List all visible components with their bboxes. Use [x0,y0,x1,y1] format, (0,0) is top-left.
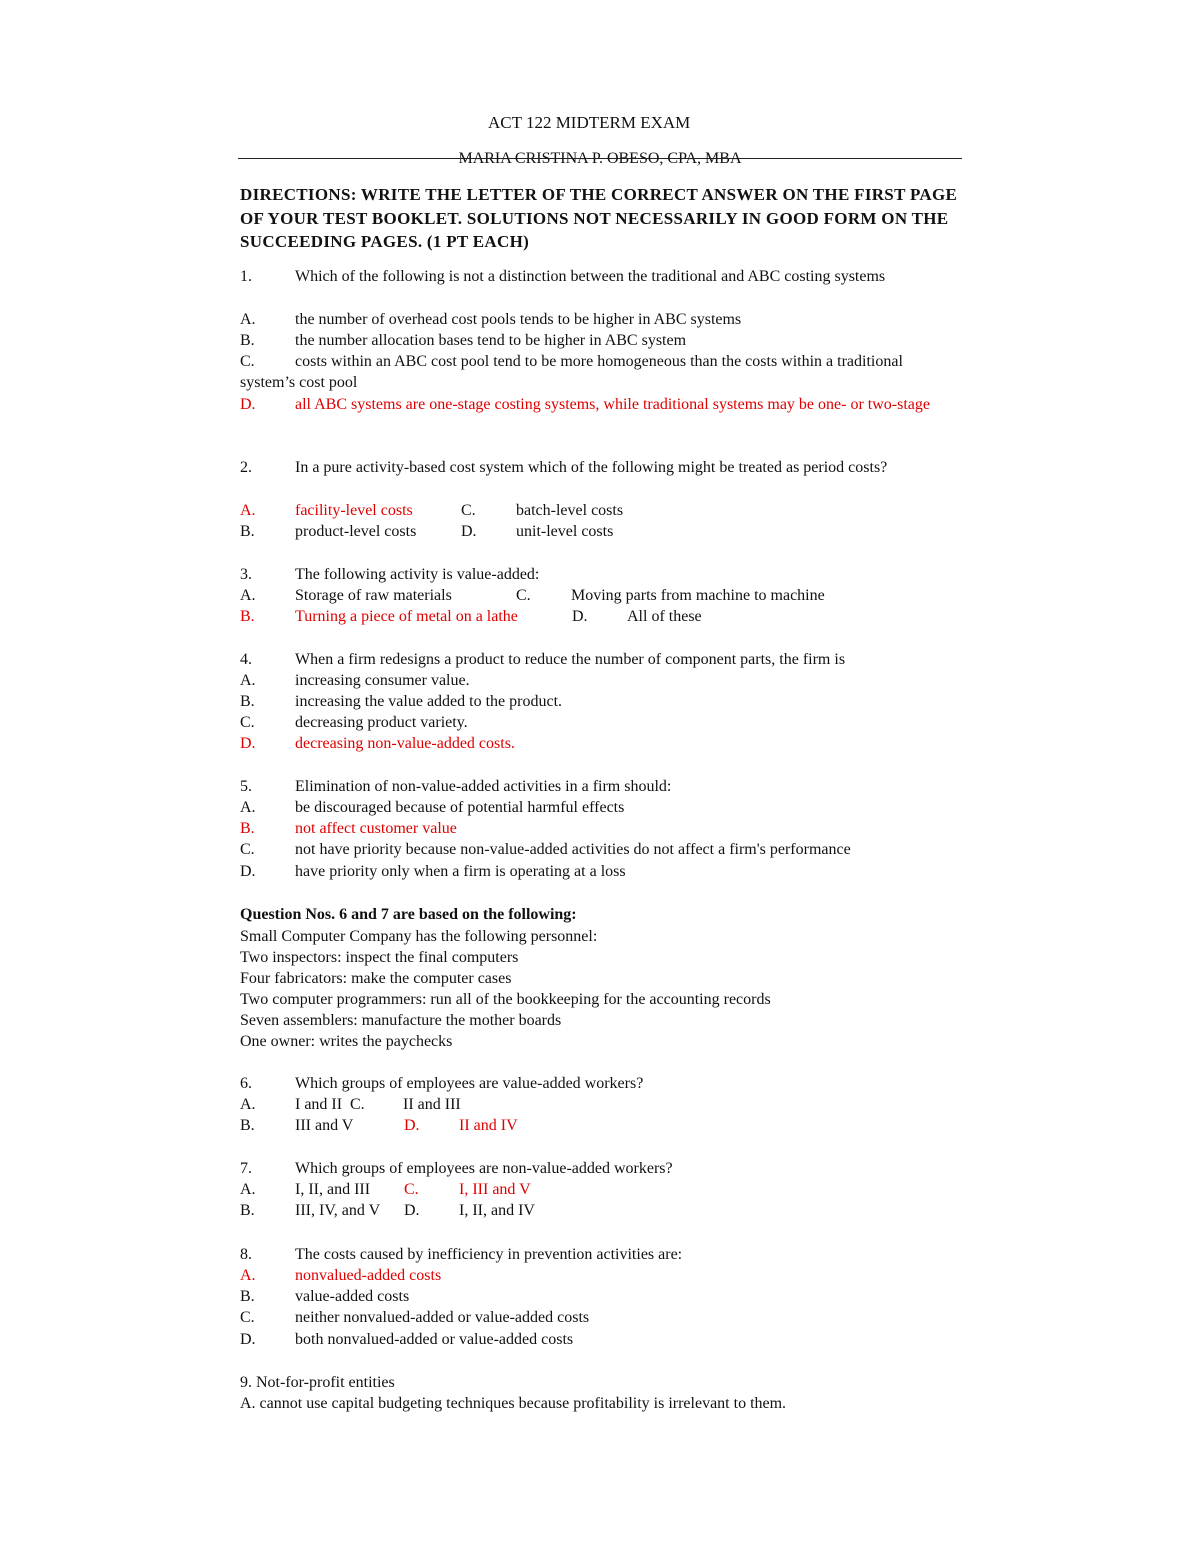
q5-option-d: D. have priority only when a firm is operating at a loss [240,863,626,880]
question-1 [240,266,955,287]
q8-option-c: C. neither nonvalued-added or value-added costs [240,1309,590,1326]
question-8: 8. The costs caused by inefficiency in prevention activities are: [240,1246,683,1263]
q1-option-c: C. costs within an ABC cost pool tend to be more homogeneous than the costs within a traditional system’s cost pool [240,353,903,391]
exam-title: ACT 122 MIDTERM EXAM [488,113,691,132]
q4-option-b: B. increasing the value added to the product. [240,693,563,710]
q6-option-c: C. II and III [350,1096,461,1113]
case-line-4: Seven assemblers: manufacture the mother boards [240,1012,562,1029]
q2-option-d: D. unit-level costs [461,523,614,540]
case-line-1: Two inspectors: inspect the final computers [240,949,519,966]
q7-option-d: D. I, II, and IV [404,1202,535,1219]
q2-option-c: C. batch-level costs [461,502,624,519]
q3-option-a: A. Storage of raw materials [240,587,452,604]
author-line: MARIA CRISTINA P. OBESO, CPA, MBA [458,150,742,167]
case-heading: Question Nos. 6 and 7 are based on the following: [240,906,577,923]
case-line-2: Four fabricators: make the computer cases [240,970,512,987]
question-7: 7. Which groups of employees are non-value-added workers? [240,1160,673,1177]
q5-option-b-answer: B. not affect customer value [240,820,457,837]
header-divider [238,158,962,159]
question-4: 4. When a firm redesigns a product to reduce the number of component parts, the firm is [240,651,846,668]
q3-option-c: C. Moving parts from machine to machine [516,587,825,604]
q6-option-b: B. III and V [240,1117,354,1134]
question-text: Which of the following is not a distinction between the traditional and ABC costing systems [295,268,886,285]
q2-option-b: B. product-level costs [240,523,417,540]
q7-option-c-answer: C. I, III and V [404,1181,531,1198]
q4-option-a: A. increasing consumer value. [240,672,470,689]
case-intro: Small Computer Company has the following personnel: [240,928,598,945]
question-6: 6. Which groups of employees are value-added workers? [240,1075,644,1092]
question-3: 3. The following activity is value-added: [240,566,540,583]
q6-option-d-answer: D. II and IV [404,1117,518,1134]
q6-option-a: A. I and II [240,1096,343,1113]
q5-option-a: A. be discouraged because of potential harmful effects [240,799,625,816]
q8-option-d: D. both nonvalued-added or value-added costs [240,1331,574,1348]
q1-option-b: B. the number allocation bases tend to be higher in ABC system [240,332,687,349]
q5-option-c: C. not have priority because non-value-added activities do not affect a firm's performance [240,841,851,858]
question-9: 9. Not-for-profit entities [240,1374,395,1391]
q4-option-c: C. decreasing product variety. [240,714,468,731]
q1-option-d-answer: D. all ABC systems are one-stage costing systems, while traditional systems may be one- or two-stage [240,396,930,413]
q3-option-d: D. All of these [572,608,702,625]
q2-option-a-answer: A. facility-level costs [240,502,413,519]
q7-option-b: B. III, IV, and V [240,1202,381,1219]
q4-option-d-answer: D. decreasing non-value-added costs. [240,735,515,752]
directions: DIRECTIONS: WRITE THE LETTER OF THE CORRECT ANSWER ON THE FIRST PAGE OF YOUR TEST BOOKLET. SOLUTIONS NOT NECESSARILY IN GOOD FORM ON THE SUCCEEDING PAGES. (1 PT EACH) [240,185,958,251]
question-5: 5. Elimination of non-value-added activities in a firm should: [240,778,672,795]
q8-option-a-answer: A. nonvalued-added costs [240,1267,442,1284]
q7-option-a: A. I, II, and III [240,1181,371,1198]
case-line-5: One owner: writes the paychecks [240,1033,453,1050]
q9-option-a: A. cannot use capital budgeting techniques because profitability is irrelevant to them. [240,1395,787,1412]
question-number: 1. [240,268,252,285]
case-line-3: Two computer programmers: run all of the bookkeeping for the accounting records [240,991,771,1008]
question-2: 2. In a pure activity-based cost system which of the following might be treated as period costs? [240,459,888,476]
q3-option-b-answer: B. Turning a piece of metal on a lathe [240,608,518,625]
q8-option-b: B. value-added costs [240,1288,410,1305]
q1-option-a: A. the number of overhead cost pools tends to be higher in ABC systems [240,311,742,328]
